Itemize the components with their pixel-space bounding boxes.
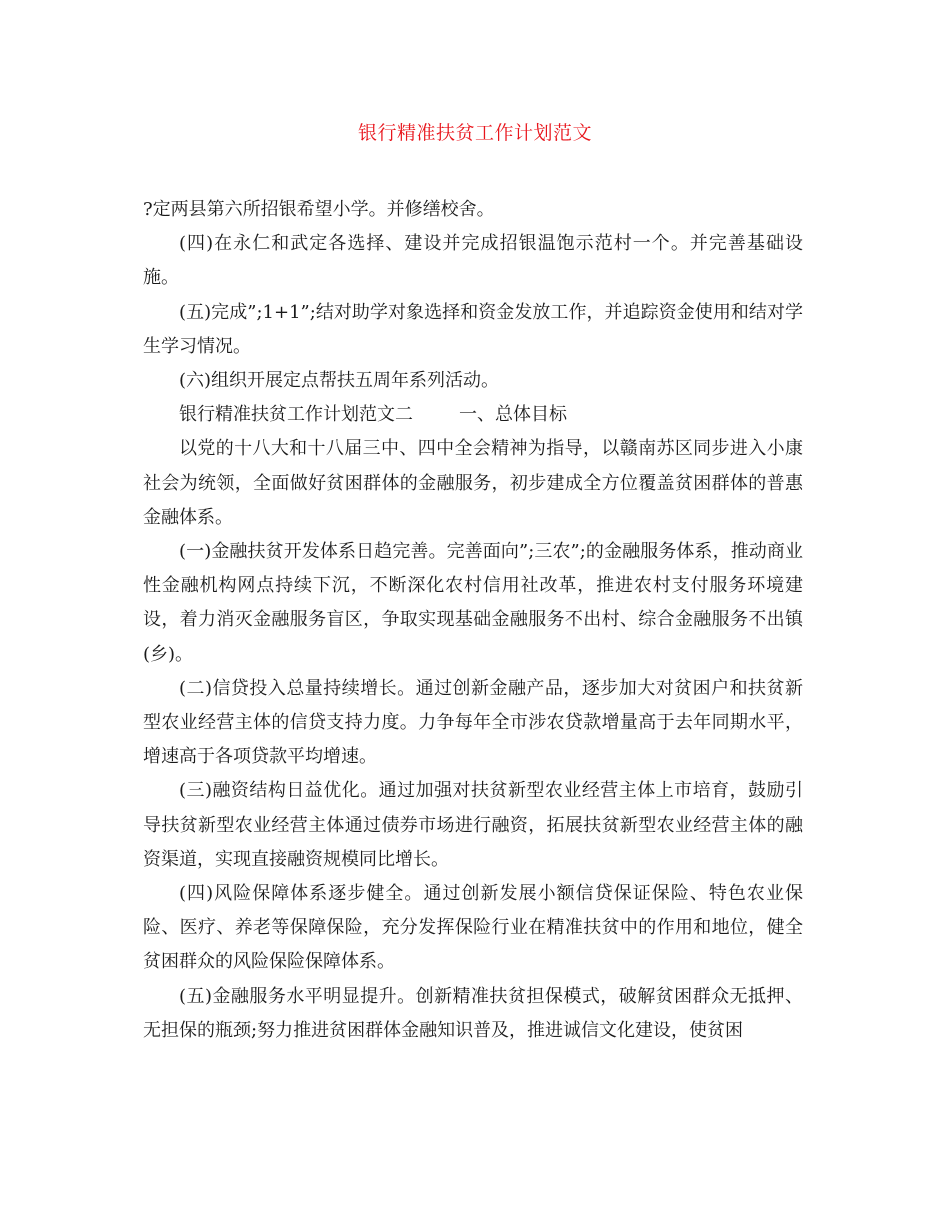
paragraph-goal-1: (一)金融扶贫开发体系日趋完善。完善面向”;三农”;的金融服务体系，推动商业性金融机构网点持续下沉，不断深化农村信用社改革，推进农村支付服务环境建设，着力消灭金融服务盲区，争取实现基础金融服务不出村、综合金融服务不出镇(乡)。	[143, 541, 803, 665]
section-two-heading: 银行精准扶贫工作计划范文二	[179, 404, 413, 426]
paragraph-goal-3: (三)融资结构日益优化。通过加强对扶贫新型农业经营主体上市培育，鼓励引导扶贫新型农业经营主体通过债券市场进行融资，拓展扶贫新型农业经营主体的融资渠道，实现直接融资规模同比增长。	[143, 780, 803, 870]
paragraph-anniversary: (六)组织开展定点帮扶五周年系列活动。	[179, 370, 500, 392]
paragraph-model-village: (四)在永仁和武定各选择、建设并完成招银温饱示范村一个。并完善基础设施。	[143, 233, 803, 289]
document-body	[143, 193, 803, 1048]
paragraph-goal-5: (五)金融服务水平明显提升。创新精准扶贫担保模式，破解贫困群众无抵押、无担保的瓶颈;努力推进贫困群体金融知识普及，推进诚信文化建设，使贫困	[143, 985, 803, 1041]
paragraph-guiding-principle: 以党的十八大和十八届三中、四中全会精神为指导，以赣南苏区同步进入小康社会为统领，全面做好贫困群体的金融服务，初步建成全方位覆盖贫困群体的普惠金融体系。	[143, 438, 803, 528]
paragraph-goal-4: (四)风险保障体系逐步健全。通过创新发展小额信贷保证保险、特色农业保险、医疗、养老等保障保险，充分发挥保险行业在精准扶贫中的作用和地位，健全贫困群众的风险保险保障体系。	[143, 883, 803, 973]
paragraph-goal-2: (二)信贷投入总量持续增长。通过创新金融产品，逐步加大对贫困户和扶贫新型农业经营主体的信贷支持力度。力争每年全市涉农贷款增量高于去年同期水平，增速高于各项贷款平均增速。	[143, 677, 803, 768]
paragraph-student-aid: (五)完成”;1+1”;结对助学对象选择和资金发放工作，并追踪资金使用和结对学生学习情况。	[143, 301, 803, 357]
section-heading-line	[143, 398, 803, 432]
document-title: 银行精准扶贫工作计划范文	[357, 122, 592, 144]
paragraph-school: ?定两县第六所招银希望小学。并修缮校舍。	[143, 199, 495, 220]
section-two-subheading: 一、总体目标	[459, 404, 567, 426]
